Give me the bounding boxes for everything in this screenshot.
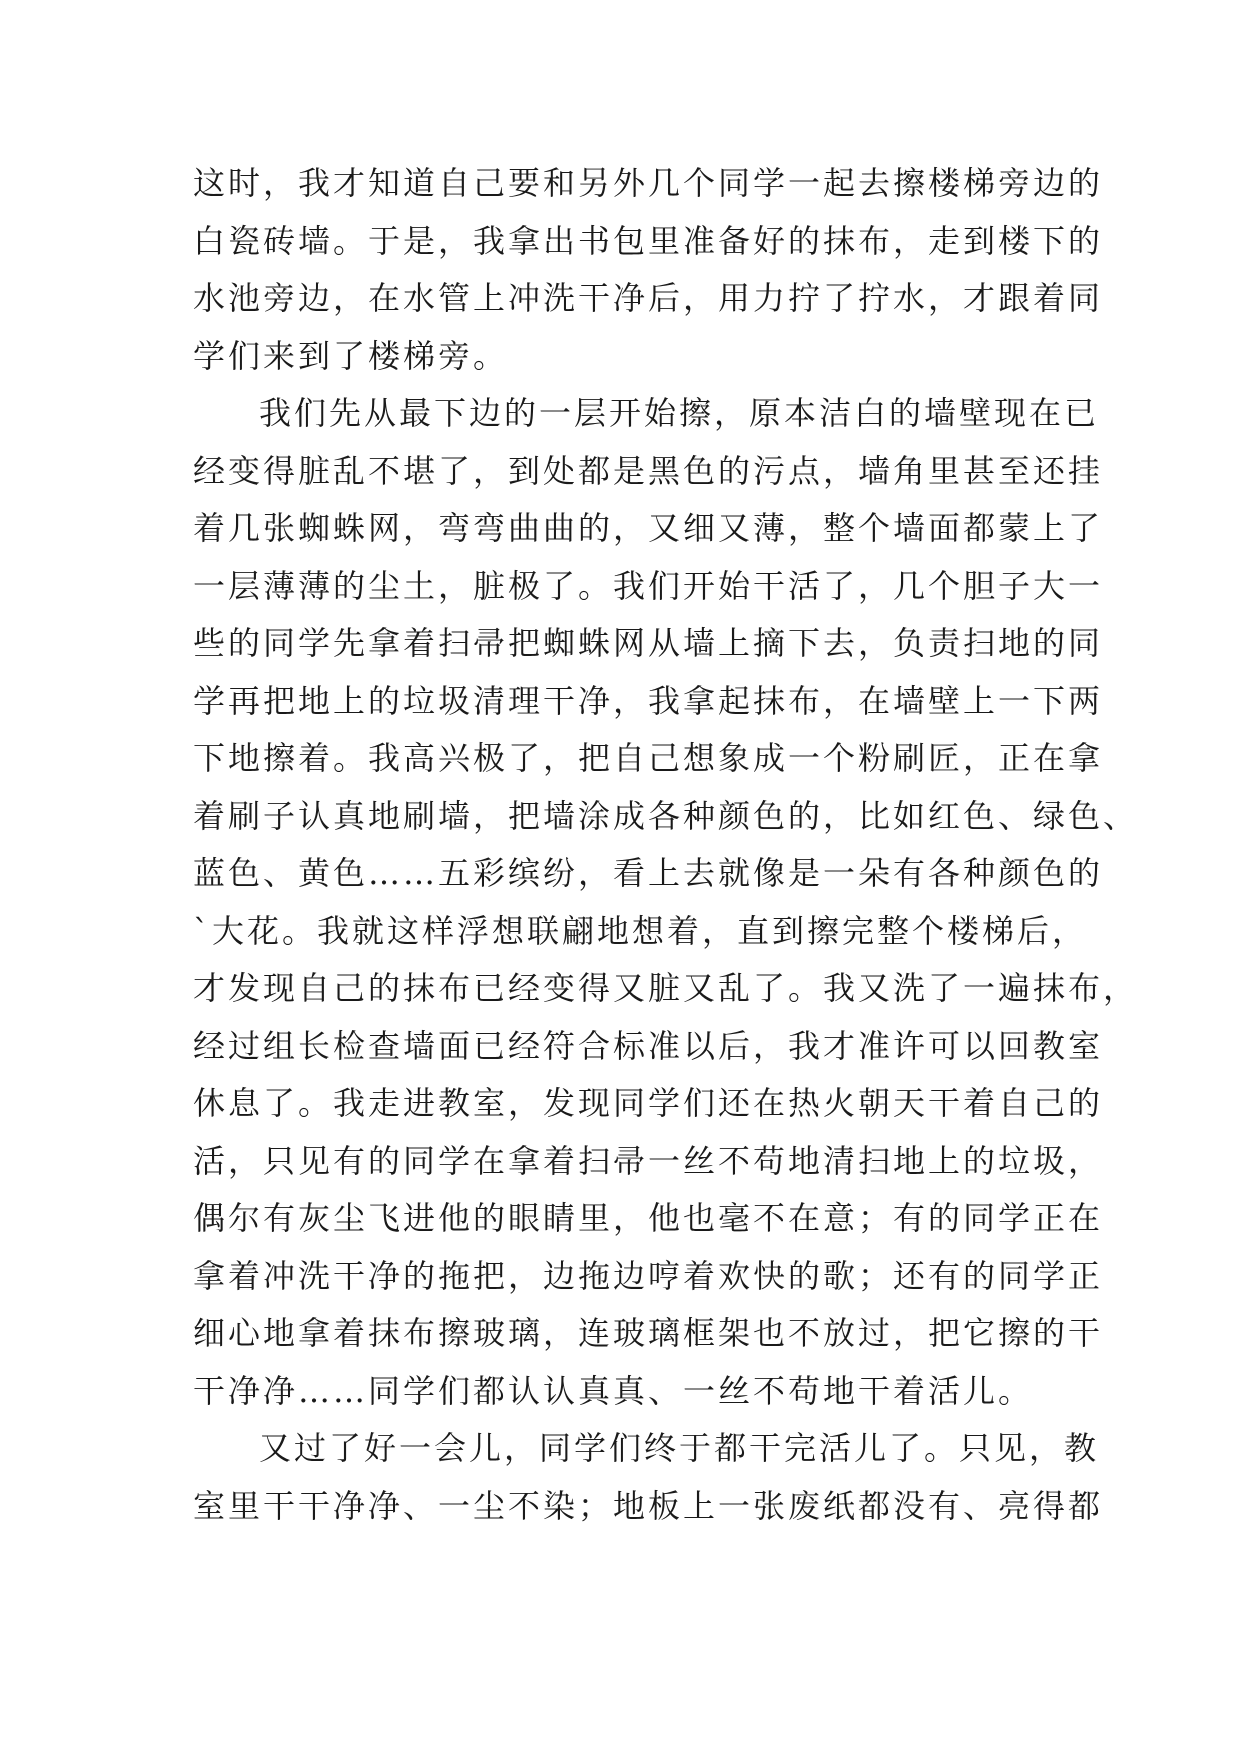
text-line: 水池旁边，在水管上冲洗干净后，用力拧了拧水，才跟着同 — [193, 279, 1104, 317]
text-line: 拿着冲洗干净的拖把，边拖边哼着欢快的歌；还有的同学正 — [193, 1256, 1104, 1295]
text-line: 一层薄薄的尘土，脏极了。我们开始干活了，几个胆子大一 — [193, 566, 1104, 605]
text-line: 才发现自己的抹布已经变得又脏又乱了。我又洗了一遍抹布， — [193, 969, 1139, 1007]
text-line: 下地擦着。我高兴极了，把自己想象成一个粉刷匠，正在拿 — [193, 739, 1104, 777]
text-line: 学们来到了楼梯旁。 — [193, 336, 509, 375]
text-line: 我们先从最下边的一层开始擦，原本洁白的墙壁现在已 — [259, 394, 1100, 432]
text-line: 经变得脏乱不堪了，到处都是黑色的污点，墙角里甚至还挂 — [193, 451, 1104, 490]
text-line: 活，只见有的同学在拿着扫帚一丝不苟地清扫地上的垃圾， — [193, 1141, 1104, 1180]
text-line: 着刷子认真地刷墙，把墙涂成各种颜色的，比如红色、绿色、 — [193, 796, 1139, 835]
text-line: 干净净……同学们都认认真真、一丝不苟地干着活儿。 — [193, 1371, 1034, 1410]
text-line: 又过了好一会儿，同学们终于都干完活儿了。只见，教 — [259, 1429, 1100, 1467]
text-line: 经过组长检查墙面已经符合标准以后，我才准许可以回教室 — [193, 1026, 1104, 1065]
text-line: 些的同学先拿着扫帚把蜘蛛网从墙上摘下去，负责扫地的同 — [193, 624, 1104, 662]
text-line: 学再把地上的垃圾清理干净，我拿起抹布，在墙壁上一下两 — [193, 681, 1104, 720]
text-line: 偶尔有灰尘飞进他的眼睛里，他也毫不在意；有的同学正在 — [193, 1199, 1104, 1237]
text-line: 蓝色、黄色……五彩缤纷，看上去就像是一朵有各种颜色的 — [193, 854, 1104, 892]
text-line: `大花。我就这样浮想联翩地想着，直到擦完整个楼梯后， — [193, 911, 1088, 950]
text-line: 着几张蜘蛛网，弯弯曲曲的，又细又薄，整个墙面都蒙上了 — [193, 509, 1104, 547]
text-line: 休息了。我走进教室，发现同学们还在热火朝天干着自己的 — [193, 1084, 1104, 1122]
text-line: 细心地拿着抹布擦玻璃，连玻璃框架也不放过，把它擦的干 — [193, 1314, 1104, 1352]
text-line: 这时，我才知道自己要和另外几个同学一起去擦楼梯旁边的 — [193, 164, 1104, 202]
text-line: 白瓷砖墙。于是，我拿出书包里准备好的抹布，走到楼下的 — [193, 221, 1104, 260]
body-text — [193, 155, 1139, 1535]
text-line: 室里干干净净、一尘不染；地板上一张废纸都没有、亮得都 — [193, 1486, 1104, 1525]
